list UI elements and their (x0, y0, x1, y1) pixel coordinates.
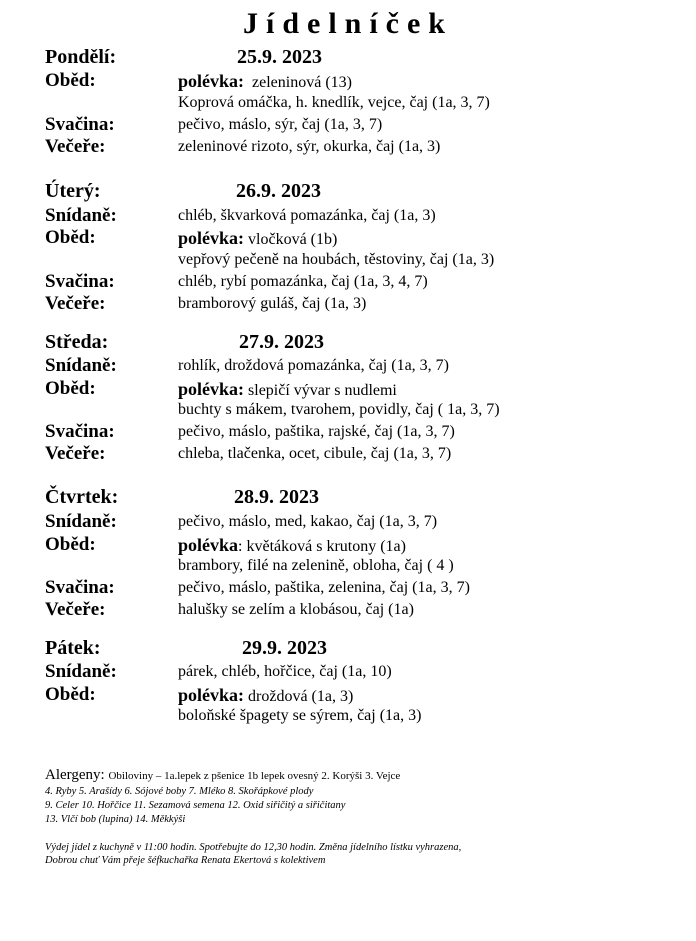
allergens-line: 9. Celer 10. Hořčice 11. Sezamová semena 12. Oxid siřičitý a siřičitany (45, 800, 346, 811)
meal-label: Snídaně: (45, 205, 117, 226)
meal-label: Večeře: (45, 293, 106, 314)
soup-separator: : (238, 538, 243, 555)
meal-text: pečivo, máslo, sýr, čaj (1a, 3, 7) (178, 116, 383, 133)
notice-line: Výdej jídel z kuchyně v 11:00 hodin. Spotřebujte do 12,30 hodin. Změna jídelního lístku vyhrazena, (45, 842, 462, 853)
meal-main: Koprová omáčka, h. knedlík, vejce, čaj (1a, 3, 7) (178, 94, 490, 111)
allergens-line: 4. Ryby 5. Arašídy 6. Sójové boby 7. Mléko 8. Skořápkové plody (45, 786, 314, 797)
meal-soup (178, 70, 352, 94)
day-name: Středa: (45, 331, 109, 353)
soup-label: polévka (178, 535, 239, 555)
notice-line: Dobrou chuť Vám přeje šéfkuchařka Renata Ekertová s kolektivem (45, 855, 326, 866)
meal-text: chléb, rybí pomazánka, čaj (1a, 3, 4, 7) (178, 273, 428, 290)
meal-label: Oběd: (45, 227, 96, 248)
soup-text: květáková s krutony (1a) (246, 538, 406, 555)
meal-text: zeleninové rizoto, sýr, okurka, čaj (1a, 3) (178, 138, 441, 155)
day-name: Úterý: (45, 180, 101, 202)
soup-label: polévka: (178, 379, 245, 399)
meal-main: buchty s mákem, tvarohem, povidly, čaj ( 1a, 3, 7) (178, 401, 500, 418)
page-title: Jídelníček (242, 7, 453, 40)
meal-label: Svačina: (45, 271, 115, 292)
meal-label: Večeře: (45, 443, 106, 464)
soup-text: droždová (1a, 3) (248, 688, 354, 705)
soup-label: polévka: (178, 71, 245, 91)
meal-text: pečivo, máslo, paštika, rajské, čaj (1a, 3, 7) (178, 423, 455, 440)
meal-label: Svačina: (45, 114, 115, 135)
meal-label: Oběd: (45, 70, 96, 91)
day-date: 26.9. 2023 (236, 180, 321, 202)
meal-label: Snídaně: (45, 511, 117, 532)
meal-label: Večeře: (45, 599, 106, 620)
allergens-line (45, 766, 400, 785)
soup-text: vločková (1b) (248, 231, 338, 248)
meal-label: Oběd: (45, 534, 96, 555)
allergens-line: 13. Vlčí bob (lupina) 14. Měkkýši (45, 814, 186, 825)
day-name: Pátek: (45, 637, 101, 659)
meal-text: pečivo, máslo, paštika, zelenina, čaj (1a, 3, 7) (178, 579, 470, 596)
meal-text: halušky se zelím a klobásou, čaj (1a) (178, 601, 414, 618)
meal-text: chleba, tlačenka, ocet, cibule, čaj (1a, 3, 7) (178, 445, 452, 462)
day-name: Čtvrtek: (45, 486, 119, 508)
meal-text: pečivo, máslo, med, kakao, čaj (1a, 3, 7) (178, 513, 438, 530)
meal-main: boloňské špagety se sýrem, čaj (1a, 3) (178, 707, 422, 724)
soup-label: polévka: (178, 685, 245, 705)
soup-text: slepičí vývar s nudlemi (248, 382, 397, 399)
meal-text: chléb, škvarková pomazánka, čaj (1a, 3) (178, 207, 436, 224)
meal-text: bramborový guláš, čaj (1a, 3) (178, 295, 367, 312)
day-date: 27.9. 2023 (239, 331, 324, 353)
day-name: Pondělí: (45, 46, 117, 68)
meal-label: Snídaně: (45, 661, 117, 682)
meal-label: Svačina: (45, 577, 115, 598)
meal-main: vepřový pečeně na houbách, těstoviny, čaj (1a, 3) (178, 251, 495, 268)
meal-label: Oběd: (45, 684, 96, 705)
soup-text: zeleninová (13) (252, 74, 352, 91)
meal-text: rohlík, droždová pomazánka, čaj (1a, 3, 7) (178, 357, 450, 374)
allergens-heading: Alergeny: (45, 767, 105, 783)
day-date: 29.9. 2023 (242, 637, 327, 659)
meal-label: Svačina: (45, 421, 115, 442)
meal-label: Oběd: (45, 378, 96, 399)
meal-main: brambory, filé na zelenině, obloha, čaj ( 4 ) (178, 557, 454, 574)
allergens-text: Obiloviny – 1a.lepek z pšenice 1b lepek ovesný 2. Korýši 3. Vejce (108, 770, 401, 782)
meal-label: Večeře: (45, 136, 106, 157)
meal-text: párek, chléb, hořčice, čaj (1a, 10) (178, 663, 392, 680)
meal-soup (178, 227, 337, 251)
soup-label: polévka: (178, 228, 245, 248)
meal-label: Snídaně: (45, 355, 117, 376)
day-date: 25.9. 2023 (237, 46, 322, 68)
day-date: 28.9. 2023 (234, 486, 319, 508)
